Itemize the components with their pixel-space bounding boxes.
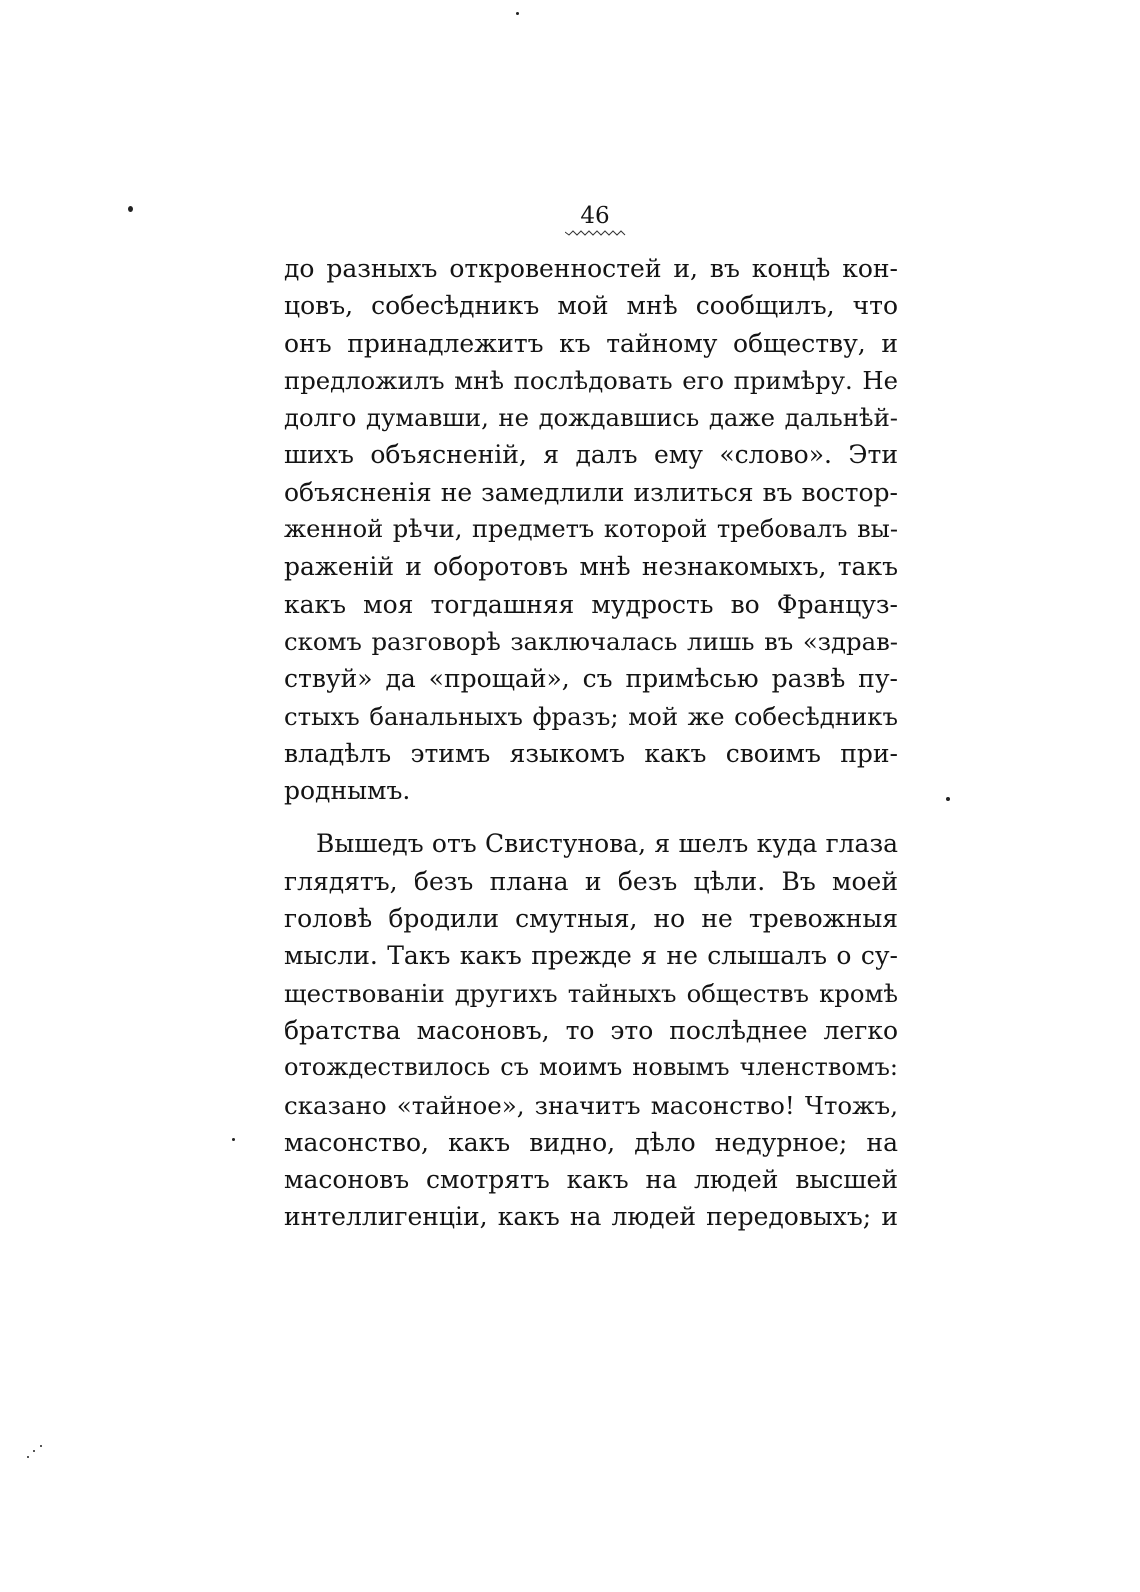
text-line: отождествилось съ моимъ новымъ членствомъ:: [284, 1053, 898, 1082]
text-line: онъ принадлежитъ къ тайному обществу, и: [284, 328, 898, 358]
text-line: скомъ разговорѣ заключалась лишь въ «здрав-: [284, 626, 898, 656]
print-speck: [128, 206, 133, 212]
text-line: владѣлъ этимъ языкомъ какъ своимъ при-: [284, 738, 898, 768]
page-number: 46: [580, 203, 610, 229]
print-speck: [946, 797, 950, 801]
text-line: головѣ бродили смутныя, но не тревожныя: [284, 904, 898, 934]
paragraph-2: [284, 825, 898, 1235]
text-line: цовъ, собесѣдникъ мой мнѣ сообщилъ, что: [284, 291, 898, 321]
body-text: [284, 250, 898, 1236]
print-speck: [27, 1456, 29, 1458]
text-line: предложилъ мнѣ послѣдовать его примѣру. Не: [284, 365, 898, 395]
print-speck: [232, 1138, 235, 1141]
print-speck: [40, 1445, 42, 1447]
print-speck: [33, 1450, 35, 1452]
text-line: раженій и оборотовъ мнѣ незнакомыхъ, такъ: [284, 552, 898, 582]
text-line: глядятъ, безъ плана и безъ цѣли. Въ моей: [284, 866, 898, 896]
text-line: шихъ объясненій, я далъ ему «слово». Эти: [284, 440, 898, 470]
text-line: ществованіи другихъ тайныхъ обществъ кромѣ: [284, 978, 898, 1008]
text-line: долго думавши, не дождавшись даже дальнѣй-: [284, 403, 898, 433]
text-line: масонство, какъ видно, дѣло недурное; на: [284, 1127, 898, 1157]
text-line: женной рѣчи, предметъ которой требовалъ вы-: [284, 515, 898, 544]
text-line: Вышедъ отъ Свистунова, я шелъ куда глаза: [316, 829, 898, 859]
text-line: сказано «тайное», значитъ масонство! Чтожъ,: [284, 1090, 898, 1120]
text-line: масоновъ смотрятъ какъ на людей высшей: [284, 1165, 898, 1195]
paragraph-1: [284, 250, 898, 809]
text-line: ствуй» да «прощай», съ примѣсью развѣ пу-: [284, 664, 898, 694]
paragraph-gap: [284, 809, 898, 825]
text-line: братства масоновъ, то это послѣднее легко: [284, 1015, 898, 1045]
text-line: стыхъ банальныхъ фразъ; мой же собесѣдникъ: [284, 701, 898, 731]
text-line: объясненія не замедлили излиться въ востор-: [284, 477, 898, 507]
print-speck: [516, 12, 519, 15]
text-line: интеллигенціи, какъ на людей передовыхъ; и: [284, 1202, 898, 1232]
page-number-ornament: [565, 230, 627, 236]
text-line: какъ моя тогдашняя мудрость во Француз-: [284, 589, 898, 619]
text-line: до разныхъ откровенностей и, въ концѣ кон-: [284, 254, 898, 283]
text-line: мысли. Такъ какъ прежде я не слышалъ о су-: [284, 941, 898, 971]
text-line: роднымъ.: [284, 776, 411, 806]
